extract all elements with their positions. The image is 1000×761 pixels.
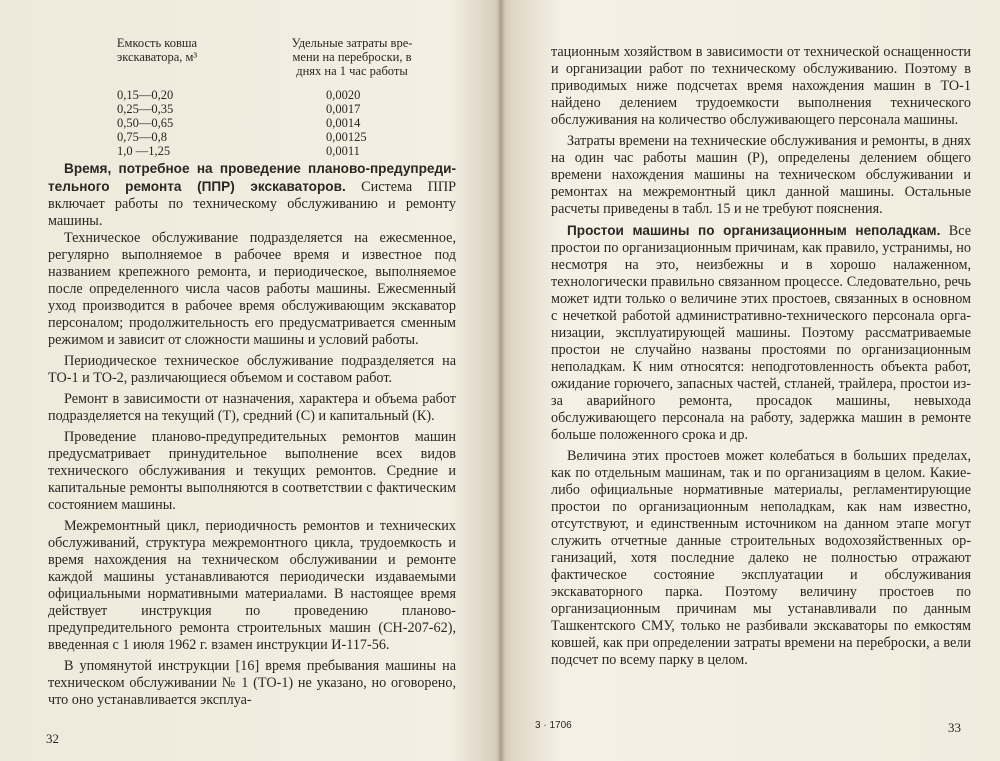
printer-signature: 3 · 1706 xyxy=(535,720,572,731)
table-cell-value: 0,0014 xyxy=(326,116,361,130)
table-cell-capacity: 0,15—0,20 xyxy=(117,88,174,102)
table-cell-capacity: 1,0 —1,25 xyxy=(117,144,171,158)
table-row xyxy=(82,144,442,158)
paragraph: Проведение планово-предупредительных ремонтов машин предусматривает принудительное выполнение всех видов технического обслуживания и текущих ремонтов. Средние и капитальные ремонты выполняются в соответствии с фактическим состоянием машины. xyxy=(48,429,456,513)
page-right xyxy=(505,0,1000,761)
table-rows xyxy=(82,88,442,158)
table-cell-value: 0,0011 xyxy=(326,144,360,158)
paragraph: В упомянутой инструкции [16] время пребывания машины на техническом обслуживании № 1 (ТО-1) не указано, но оговорено, что оно устанавливается эксплуа- xyxy=(48,658,456,708)
paragraph: тационным хозяйством в зависимости от технической оснащенности и организации работ по техническому обслуживанию. Поэтому в приводимых ниже подсчетах время нахождения машин в ТО-1 найдено делением трудоемкости выполнения технического обслуживания на количество обслуживающего персонала машины. xyxy=(551,44,971,128)
left-body-text xyxy=(48,160,456,709)
table-cell-value: 0,0017 xyxy=(326,102,361,116)
table-cell-value: 0,00125 xyxy=(326,130,367,144)
paragraph: Ремонт в зависимости от назначения, характера и объема работ подразделяется на текущий (Т), средний (С) и капитальный (К). xyxy=(48,391,456,424)
paragraph-downtime xyxy=(551,222,971,444)
table-cell-capacity: 0,25—0,35 xyxy=(117,102,174,116)
page-number-left: 32 xyxy=(46,731,59,746)
paragraph: Затраты времени на технические обслуживания и ремонты, в днях на один час работы машин (Р), определены делением общего времени нахождения машины на техническом обслуживании и ремонтах на межремонтный цикл данной машины. Остальные расчеты приведены в табл. 15 и не требуют пояснения. xyxy=(551,133,971,217)
table-row xyxy=(82,130,442,144)
paragraph-ppr-tail: Система ППР включает работы по техническому обслуживанию и ремонту машины. xyxy=(48,179,456,229)
paragraph: Величина этих простоев может колебаться в больших пределах, как по отдельным машинам, так и по организациям в целом. Какие-либо официальные нормативные материалы, регламентирующие простои по организационным неполадкам, как нам известно, отсутствуют, и единственным источником на данном этапе могут служить отчетные данные строительных водохозяйственных организаций, хотя последние далеко не полностью отражают фактическое состояние эксплуатации и обслуживания экскаваторного парка. Поэтому величину простоев по организационным причинам мы устанавливали по данным Ташкентского СМУ, только не разбивали экскаваторы по емкостям ковшей, как при определении затраты времени на переброски, а вели подсчет по всему парку в целом. xyxy=(551,448,971,668)
paragraph: Техническое обслуживание подразделяется на ежесменное, регулярно выполняемое в рабочее время и известное под названием крепежного ремонта, и периодическое, выполняемое после определенного числа часов работы машины. Ежесменный уход производится в рабочее время обслуживающим экскаватор персоналом; продолжительность его предусматривается сменным режимом и зависит от сложности машины и условий работы. xyxy=(48,230,456,348)
table-row xyxy=(82,116,442,130)
table-cell-capacity: 0,75—0,8 xyxy=(117,130,167,144)
table-header-costs: Удельные затраты вре- мени на переброски, в днях на 1 час работы xyxy=(291,36,413,78)
paragraph-downtime-tail: Все простои по организационным причинам, как правило, устранимы, но несмотря на это, неизбежны и в хорошо налаженном, технологически правильно связанном процессе. Следовательно, речь может идти только о величине этих простоев, связанных в основном с нечеткой работой административно-технического персонала организации, эксплуатирующей машины. Поэтому рассматриваемые простои не случайно названы простоями по организационным неполадкам. К ним относятся: неподготовленность объекта работ, ожидание горючего, запасных частей, стланей, трайлера, простои из-за аварийного ремонта, просадок машины, невыхода обслуживающего персонала на работу, задержка машин в ремонте больше положенного срока и др. xyxy=(551,223,971,443)
table-row xyxy=(82,88,442,102)
page-number-right: 33 xyxy=(948,720,961,735)
table-header-capacity: Емкость ковша экскаватора, м³ xyxy=(116,36,198,64)
paragraph-ppr xyxy=(48,160,456,230)
table-cell-value: 0,0020 xyxy=(326,88,361,102)
table-row xyxy=(82,102,442,116)
paragraph: Межремонтный цикл, периодичность ремонтов и технических обслуживаний, структура межремонтного цикла, трудоемкость и время нахождения на техническом обслуживании и ремонте каждой машины устанавливаются периодически издаваемыми официальными нормативными материалами. В настоящее время действует инструкция по проведению планово-предупредительного ремонта строительных машин (СН-207-62), введенная с 1 июля 1962 г. взамен инструкции И-117-56. xyxy=(48,518,456,653)
paragraph: Периодическое техническое обслуживание подразделяется на ТО-1 и ТО-2, различающиеся объемом и составом работ. xyxy=(48,353,456,386)
table-cell-capacity: 0,50—0,65 xyxy=(117,116,174,130)
right-body-text xyxy=(551,44,971,669)
heading-downtime: Простои машины по организационным неполадкам. xyxy=(567,223,941,238)
heading-ppr: Время, потребное на проведение планово-предупредительного ремонта (ППР) экскаваторов. xyxy=(48,161,456,194)
